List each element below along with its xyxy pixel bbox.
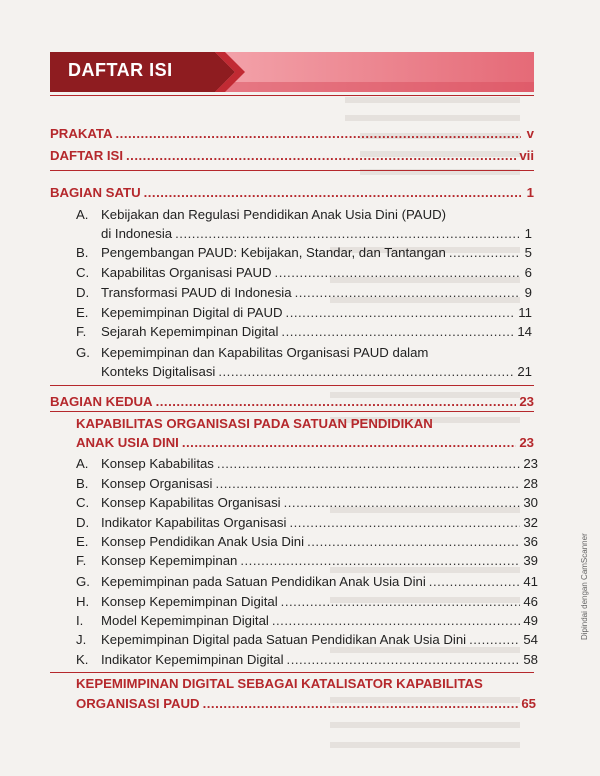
toc-entry-1d[interactable]	[101, 285, 532, 300]
leader-dots	[156, 394, 517, 409]
leader-dots	[144, 185, 521, 200]
toc-entry-1e[interactable]	[101, 305, 532, 320]
toc-entry-label-line1[interactable]: Kebijakan dan Regulasi Pendidikan Anak Usia Dini (PAUD)	[101, 207, 447, 222]
toc-entry-2a[interactable]	[101, 456, 538, 471]
toc-entry-prakata[interactable]	[50, 126, 534, 141]
entry-page: 23	[519, 435, 534, 450]
entry-label: Konsep Organisasi	[101, 476, 213, 491]
entry-label: Kepemimpinan Digital di PAUD	[101, 305, 283, 320]
leader-dots	[203, 696, 519, 711]
entry-page: 23	[519, 394, 534, 409]
toc-entry-label-line1[interactable]: Kepemimpinan dan Kapabilitas Organisasi PAUD dalam	[101, 345, 429, 360]
item-letter: D.	[76, 285, 90, 300]
entry-label: Konsep Pendidikan Anak Usia Dini	[101, 534, 305, 549]
leader-dots	[429, 574, 521, 589]
toc-entry-2b[interactable]	[101, 476, 538, 491]
entry-page: 21	[517, 364, 532, 379]
entry-page: 1	[526, 185, 534, 200]
entry-page: 30	[523, 495, 538, 510]
chapter-heading-line1[interactable]: KAPABILITAS ORGANISASI PADA SATUAN PENDIDIKAN	[76, 416, 433, 431]
item-letter: E.	[76, 305, 89, 320]
leader-dots	[289, 515, 520, 530]
entry-page: 36	[523, 534, 538, 549]
entry-page: 46	[523, 594, 538, 609]
leader-dots	[215, 476, 520, 491]
toc-entry-chapter2[interactable]	[76, 696, 536, 711]
leader-dots	[281, 324, 514, 339]
entry-label: BAGIAN KEDUA	[50, 394, 153, 409]
toc-entry-2e[interactable]	[101, 534, 538, 549]
toc-entry-bagian-kedua[interactable]	[50, 394, 534, 409]
toc-entry-2f[interactable]	[101, 553, 538, 568]
entry-label: Konsep Kepemimpinan Digital	[101, 594, 278, 609]
toc-entry-1f[interactable]	[101, 324, 532, 339]
toc-entry-1g[interactable]	[101, 364, 532, 379]
toc-entry-1b[interactable]	[101, 245, 532, 260]
item-letter: H.	[76, 594, 90, 609]
leader-dots	[307, 534, 520, 549]
leader-dots	[218, 364, 514, 379]
entry-page: 39	[523, 553, 538, 568]
toc-entry-2j[interactable]	[101, 632, 538, 647]
title-banner	[50, 52, 534, 92]
entry-page: v	[526, 126, 534, 141]
entry-page: 49	[523, 613, 538, 628]
leader-dots	[272, 613, 520, 628]
toc-entry-2i[interactable]	[101, 613, 538, 628]
item-letter: I.	[76, 613, 84, 628]
leader-dots	[126, 148, 516, 163]
toc-entry-2h[interactable]	[101, 594, 538, 609]
leader-dots	[175, 226, 519, 241]
item-letter: E.	[76, 534, 89, 549]
entry-page: 6	[524, 265, 532, 280]
item-letter: B.	[76, 476, 89, 491]
leader-dots	[275, 265, 519, 280]
section-divider	[50, 672, 534, 673]
item-letter: A.	[76, 456, 89, 471]
chapter-heading-line1[interactable]: KEPEMIMPINAN DIGITAL SEBAGAI KATALISATOR KAPABILITAS	[76, 676, 483, 691]
entry-label: Indikator Kepemimpinan Digital	[101, 652, 284, 667]
toc-entry-daftar-isi[interactable]	[50, 148, 534, 163]
toc-entry-2g[interactable]	[101, 574, 538, 589]
leader-dots	[217, 456, 520, 471]
toc-entry-2k[interactable]	[101, 652, 538, 667]
entry-label: Konteks Digitalisasi	[101, 364, 216, 379]
section-divider	[50, 385, 534, 386]
item-letter: K.	[76, 652, 89, 667]
item-letter: B.	[76, 245, 89, 260]
leader-dots	[295, 285, 519, 300]
entry-label: BAGIAN SATU	[50, 185, 141, 200]
entry-page: 58	[523, 652, 538, 667]
entry-label: Kepemimpinan Digital pada Satuan Pendidikan Anak Usia Dini	[101, 632, 467, 647]
entry-page: 65	[521, 696, 536, 711]
leader-dots	[469, 632, 520, 647]
item-letter: D.	[76, 515, 90, 530]
toc-entry-2c[interactable]	[101, 495, 538, 510]
leader-dots	[286, 305, 516, 320]
leader-dots	[281, 594, 521, 609]
entry-page: 32	[523, 515, 538, 530]
entry-label: di Indonesia	[101, 226, 173, 241]
item-letter: F.	[76, 324, 87, 339]
entry-label: Pengembangan PAUD: Kebijakan, Standar, dan Tantangan	[101, 245, 446, 260]
item-letter: F.	[76, 553, 87, 568]
entry-label: Kepemimpinan pada Satuan Pendidikan Anak Usia Dini	[101, 574, 426, 589]
entry-label: ANAK USIA DINI	[76, 435, 179, 450]
entry-label: Model Kepemimpinan Digital	[101, 613, 269, 628]
page-title: DAFTAR ISI	[68, 60, 173, 80]
entry-label: Sejarah Kepemimpinan Digital	[101, 324, 279, 339]
section-divider	[50, 170, 534, 171]
entry-label: Konsep Kapabilitas Organisasi	[101, 495, 281, 510]
leader-dots	[182, 435, 517, 450]
entry-label: PRAKATA	[50, 126, 113, 141]
toc-entry-bagian-satu[interactable]	[50, 185, 534, 200]
entry-label: Konsep Kababilitas	[101, 456, 214, 471]
leader-dots	[287, 652, 521, 667]
item-letter: C.	[76, 495, 90, 510]
item-letter: G.	[76, 345, 90, 360]
entry-page: 1	[524, 226, 532, 241]
banner-underline	[50, 95, 534, 96]
toc-entry-2d[interactable]	[101, 515, 538, 530]
leader-dots	[116, 126, 521, 141]
entry-label: DAFTAR ISI	[50, 148, 124, 163]
entry-page: 5	[524, 245, 532, 260]
toc-entry-1c[interactable]	[101, 265, 532, 280]
entry-page: 11	[518, 305, 532, 320]
entry-page: 9	[524, 285, 532, 300]
entry-label: Transformasi PAUD di Indonesia	[101, 285, 292, 300]
section-divider	[50, 411, 534, 412]
entry-page: vii	[519, 148, 534, 163]
item-letter: A.	[76, 207, 89, 222]
entry-label: ORGANISASI PAUD	[76, 696, 200, 711]
entry-page: 14	[517, 324, 532, 339]
entry-page: 28	[523, 476, 538, 491]
toc-entry-chapter[interactable]	[76, 435, 534, 450]
item-letter: G.	[76, 574, 90, 589]
entry-page: 41	[523, 574, 538, 589]
entry-label: Konsep Kepemimpinan	[101, 553, 238, 568]
item-letter: J.	[76, 632, 87, 647]
leader-dots	[284, 495, 521, 510]
leader-dots	[449, 245, 519, 260]
entry-label: Kapabilitas Organisasi PAUD	[101, 265, 272, 280]
scanner-watermark: Dipindai dengan CamScanner	[580, 533, 589, 640]
entry-label: Indikator Kapabilitas Organisasi	[101, 515, 287, 530]
entry-page: 23	[523, 456, 538, 471]
entry-page: 54	[523, 632, 538, 647]
item-letter: C.	[76, 265, 90, 280]
toc-entry-1a[interactable]	[101, 226, 532, 241]
leader-dots	[240, 553, 520, 568]
